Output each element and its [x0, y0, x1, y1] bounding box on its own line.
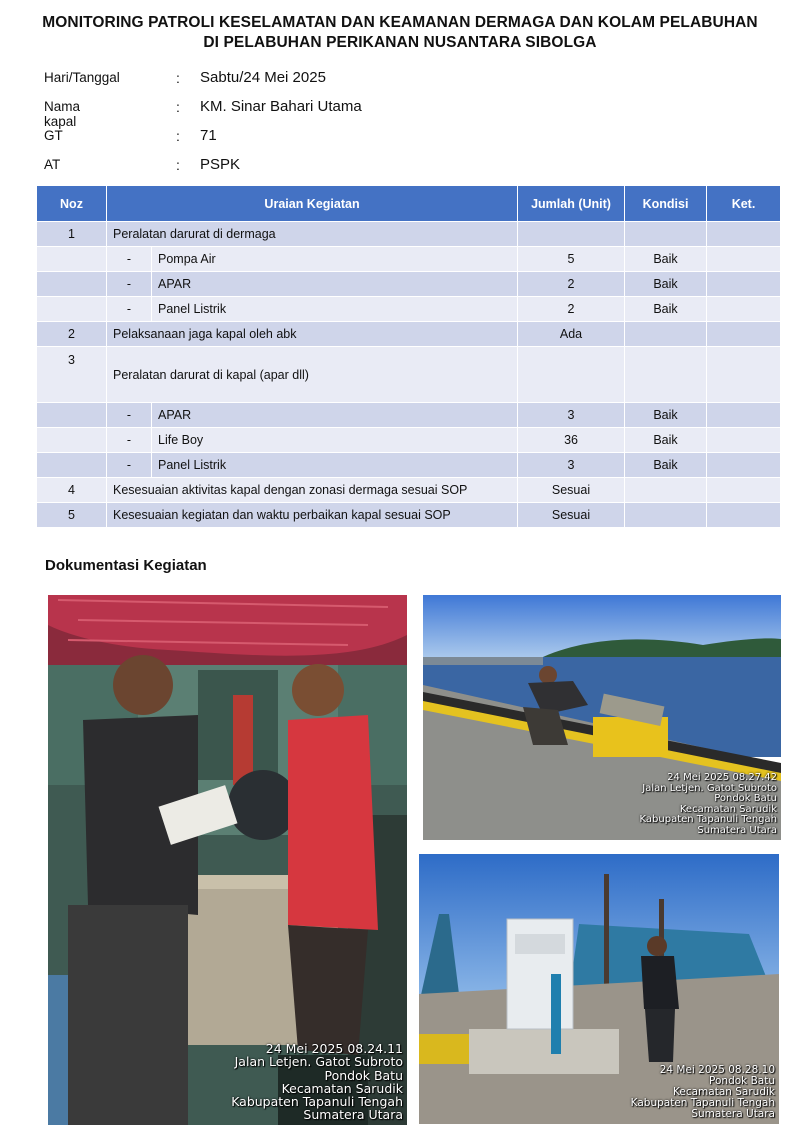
row-quantity: 5 [518, 247, 625, 272]
stamp-line: Kabupaten Tapanuli Tengah [630, 1096, 775, 1109]
row-description: Pelaksanaan jaga kapal oleh abk [107, 322, 518, 347]
row-quantity: Ada [518, 322, 625, 347]
photo-timestamp-overlay [631, 1065, 775, 1120]
row-notes [707, 403, 781, 428]
meta-label: Hari/Tanggal [44, 70, 120, 85]
stamp-line: Pondok Batu [709, 1074, 775, 1087]
meta-separator: : [176, 70, 180, 86]
row-condition: Baik [625, 247, 707, 272]
documentation-heading: Dokumentasi Kegiatan [45, 557, 207, 574]
table-row [37, 297, 781, 322]
row-number [37, 272, 107, 297]
meta-value: 71 [200, 127, 217, 144]
row-number [37, 403, 107, 428]
row-bullet: - [107, 428, 152, 453]
photo-dock-equipment [423, 595, 781, 840]
row-bullet: - [107, 403, 152, 428]
stamp-line: Kecamatan Sarudik [679, 803, 777, 815]
row-number [37, 247, 107, 272]
stamp-line: Jalan Letjen. Gatot Subroto [642, 782, 777, 794]
stamp-line: 24 Mei 2025 08.28.10 [659, 1063, 775, 1076]
row-number [37, 297, 107, 322]
photo-timestamp-overlay [231, 1042, 403, 1121]
row-bullet: - [107, 247, 152, 272]
row-condition [625, 478, 707, 503]
row-condition [625, 222, 707, 247]
row-condition: Baik [625, 453, 707, 478]
row-quantity: Sesuai [518, 478, 625, 503]
table-row [37, 478, 781, 503]
table-row [37, 247, 781, 272]
row-bullet: - [107, 272, 152, 297]
table-row [37, 322, 781, 347]
row-description: APAR [152, 272, 518, 297]
row-notes [707, 272, 781, 297]
stamp-line: Sumatera Utara [697, 824, 777, 836]
row-quantity: 36 [518, 428, 625, 453]
table-row [37, 347, 781, 403]
stamp-line: Pondok Batu [714, 793, 777, 804]
row-quantity [518, 347, 625, 403]
row-description: Kesesuaian kegiatan dan waktu perbaikan kapal sesuai SOP [107, 503, 518, 528]
row-notes [707, 222, 781, 247]
table-row [37, 272, 781, 297]
row-condition [625, 503, 707, 528]
row-number [37, 428, 107, 453]
row-quantity: 3 [518, 403, 625, 428]
row-description: Peralatan darurat di kapal (apar dll) [107, 347, 518, 403]
row-bullet: - [107, 297, 152, 322]
table-row [37, 428, 781, 453]
photo-power-panel [419, 854, 779, 1124]
stamp-line: Kecamatan Sarudik [281, 1080, 403, 1096]
row-notes [707, 322, 781, 347]
row-number [37, 453, 107, 478]
table-header-row [37, 186, 781, 222]
row-description: Panel Listrik [152, 297, 518, 322]
row-number: 4 [37, 478, 107, 503]
table-row [37, 453, 781, 478]
column-header-condition: Kondisi [625, 186, 707, 222]
row-notes [707, 453, 781, 478]
stamp-line: Sumatera Utara [303, 1106, 403, 1122]
row-number: 3 [37, 347, 107, 403]
stamp-line: Jalan Letjen. Gatot Subroto [234, 1054, 403, 1070]
meta-label: AT [44, 157, 61, 172]
row-bullet: - [107, 453, 152, 478]
meta-separator: : [176, 157, 180, 173]
meta-separator: : [176, 128, 180, 144]
row-notes [707, 503, 781, 528]
row-description: Pompa Air [152, 247, 518, 272]
stamp-line: Sumatera Utara [691, 1107, 775, 1120]
meta-value: PSPK [200, 156, 241, 173]
column-header-notes: Ket. [707, 186, 781, 222]
row-notes [707, 428, 781, 453]
row-condition [625, 347, 707, 403]
title-line-1: MONITORING PATROLI KESELAMATAN DAN KEAMANAN DERMAGA DAN KOLAM PELABUHAN [42, 14, 758, 31]
stamp-line: Pondok Batu [324, 1067, 403, 1083]
row-number: 1 [37, 222, 107, 247]
meta-value: KM. Sinar Bahari Utama [200, 98, 362, 115]
meta-label: Nama kapal [44, 99, 81, 129]
meta-separator: : [176, 99, 180, 115]
photo-engine-room-inspection [48, 595, 407, 1125]
photo-timestamp-overlay [640, 773, 777, 836]
row-quantity: Sesuai [518, 503, 625, 528]
row-quantity: 2 [518, 272, 625, 297]
row-quantity: 2 [518, 297, 625, 322]
row-notes [707, 478, 781, 503]
row-description: APAR [152, 403, 518, 428]
column-header-quantity: Jumlah (Unit) [518, 186, 625, 222]
row-description: Life Boy [152, 428, 518, 453]
meta-value: Sabtu/24 Mei 2025 [200, 69, 326, 86]
row-notes [707, 247, 781, 272]
table-row [37, 403, 781, 428]
row-condition: Baik [625, 272, 707, 297]
column-header-no: Noz [37, 186, 107, 222]
meta-label: GT [44, 128, 63, 143]
stamp-line: Kecamatan Sarudik [673, 1085, 775, 1098]
row-number: 2 [37, 322, 107, 347]
row-description: Panel Listrik [152, 453, 518, 478]
row-condition: Baik [625, 403, 707, 428]
table-row [37, 503, 781, 528]
column-header-description: Uraian Kegiatan [107, 186, 518, 222]
row-notes [707, 297, 781, 322]
stamp-line: Kabupaten Tapanuli Tengah [639, 814, 777, 825]
row-notes [707, 347, 781, 403]
title-line-2: DI PELABUHAN PERIKANAN NUSANTARA SIBOLGA [203, 34, 597, 51]
row-condition: Baik [625, 428, 707, 453]
document-title [0, 13, 794, 53]
stamp-line: 24 Mei 2025 08.27.42 [667, 772, 777, 783]
activity-table [36, 185, 781, 528]
stamp-line: 24 Mei 2025 08.24.11 [265, 1041, 403, 1057]
row-quantity [518, 222, 625, 247]
table-row [37, 222, 781, 247]
row-condition [625, 322, 707, 347]
stamp-line: Kabupaten Tapanuli Tengah [231, 1093, 403, 1109]
row-description: Kesesuaian aktivitas kapal dengan zonasi dermaga sesuai SOP [107, 478, 518, 503]
row-number: 5 [37, 503, 107, 528]
row-quantity: 3 [518, 453, 625, 478]
row-description: Peralatan darurat di dermaga [107, 222, 518, 247]
row-condition: Baik [625, 297, 707, 322]
